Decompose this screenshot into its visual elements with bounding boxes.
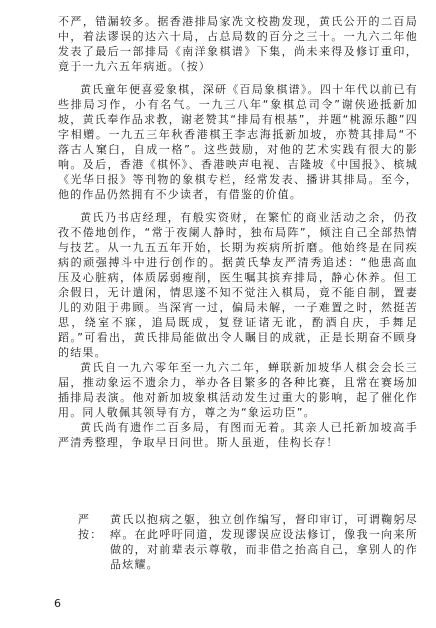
editor-note-label: 严按：	[78, 513, 103, 541]
paragraph-4: 黄氏自一九六零年至一九六二年，蝉联新加坡华人棋会会长三届，推动象运不遗余力，举办各目繁多的各种比赛，且常在赛场加插排局表演。他对新加坡象棋活动发生过重大的影响，起了催化作用。同人敬佩其领导有方，尊之为“象运功臣”。	[58, 361, 418, 419]
body-text	[58, 14, 418, 450]
editor-note	[58, 512, 418, 572]
paragraph-5: 黄氏尚有遗作二百多局，有图而无着。其亲人已托新加坡高手严清秀整理，争取早日问世。斯人虽逝，佳构长存！	[58, 421, 418, 449]
paragraph-3: 黄氏乃书店经理，有般实资财，在繁忙的商业活动之余，仍孜孜不倦地创作，“常于夜阑人静时，独布局阵”，倾注自己全部热情与技艺。从一九五五年开始，长期为疾病所折磨。他始终是在同疾病的顽强搏斗中进行创作的。据黄氏挚友严清秀追述：“他患高血压及心脏病，体质孱弱瘦削，医生嘱其摈弃排局，静心休养。但工余假日，无计遣闲，情思遂不知不觉注入棋局，竟不能自制，置妻儿的劝阻于弗顾。当深宵一过，偏局未解，一子难置之时，然挺苦思，绕室不寐，追局既成，复登证诸无讹，酌酒自庆，手舞足蹈。”可看出，黄氏排局能做出令人瞩目的成就，正是长期奋不顾身的结果。	[58, 211, 418, 359]
paragraph-1: 不严，错漏较多。据香港排局家冼文校勘发现，黄氏公开的二百局中，着法谬误的达六十局，占总局数的百分之三十。一九六二年他发表了最后一部排局《南洋象棋谱》下集，尚未来得及修订重印，竟于一九六五年病逝。（按）	[58, 15, 418, 73]
editor-note-text: 黄氏以抱病之躯，独立创作编写，督印审订，可谓鞠躬尽瘁。在此呼吁同道，发现谬误应设法修订，像我一向来所做的，对前辈表示尊敬，而非借之抬高自己，拿别人的作品炫耀。	[110, 513, 418, 571]
page-number: 6	[54, 597, 61, 610]
paragraph-2: 黄氏童年便喜爱象棋，深研《百局象棋谱》。四十年代以前已有些排局习作，小有名气。一九三八年“象棋总司令”谢侠逊抵新加坡，黄氏奉作品求教，谢老赞其“排局有根基”，并题“桃源乐趣”四字相赠。一九五三年秋香港棋王李志海抵新加坡，亦赞其排局“不落古人窠臼，自成一格”。这些鼓励，对他的艺术实践有很大的影响。及后，香港《棋怀》、香港映声电视、吉隆坡《中国报》、槟城《光华日报》等刊物的象棋专栏，经常发表、播讲其排局。至今，他的作品仍然拥有不少读者，有借鉴的价值。	[58, 83, 418, 201]
